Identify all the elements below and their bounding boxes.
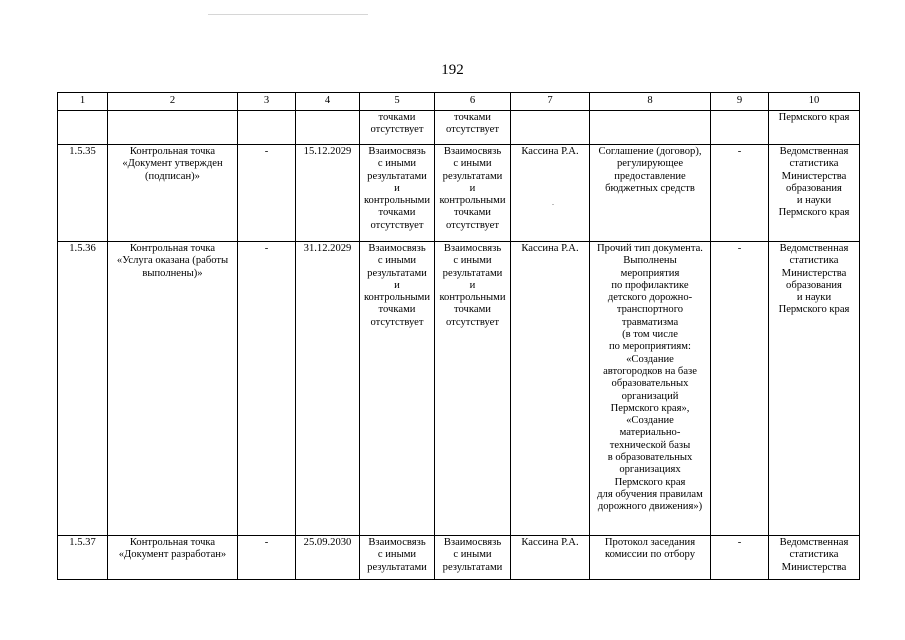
cell-line: статистика bbox=[789, 255, 839, 267]
cell-line: материально- bbox=[619, 427, 681, 439]
cell-line: контрольными bbox=[363, 292, 431, 304]
table-cell bbox=[711, 111, 769, 145]
cell-line: мероприятия bbox=[620, 267, 680, 279]
cell-line: «Услуга оказана (работы bbox=[116, 255, 229, 267]
cell-line: предоставление bbox=[614, 170, 686, 182]
cell-line: и науки bbox=[796, 195, 832, 207]
cell-line: дорожного движения») bbox=[597, 501, 703, 513]
cell-line: статистика bbox=[789, 158, 839, 170]
cell-line: отсутствует bbox=[446, 316, 499, 328]
source-cell bbox=[769, 145, 860, 242]
cell-line: результатами bbox=[367, 561, 427, 573]
table-cell bbox=[58, 111, 108, 145]
cell-line: точками bbox=[454, 304, 491, 316]
source-cell bbox=[769, 536, 860, 580]
table-cell bbox=[590, 111, 711, 145]
cell-line: Взаимосвязь bbox=[368, 146, 426, 157]
cell-line: и bbox=[394, 279, 400, 291]
cell-line: Ведомственная bbox=[779, 146, 849, 157]
cell-line: точками bbox=[454, 112, 491, 123]
cell-line: Пермского края bbox=[778, 304, 850, 316]
row-id-cell: 1.5.37 bbox=[58, 536, 108, 580]
cell-line: организациях bbox=[619, 464, 681, 476]
cell-line: Взаимосвязь bbox=[368, 537, 426, 548]
date-cell: 15.12.2029 bbox=[296, 145, 360, 242]
cell-line: Контрольная точка bbox=[129, 146, 216, 157]
cell-line: (в том числе bbox=[622, 329, 678, 341]
header-cell: 8 bbox=[590, 93, 711, 111]
col3-cell: - bbox=[238, 242, 296, 536]
cell-line: с иными bbox=[453, 158, 492, 170]
cell-line: выполнены)» bbox=[142, 267, 203, 279]
responsible-cell: Кассина Р.А. bbox=[511, 145, 590, 242]
page-number: 192 bbox=[441, 62, 464, 78]
cell-line: с иными bbox=[453, 549, 492, 561]
cell-line: результатами bbox=[442, 267, 503, 279]
cell-line: «Создание bbox=[626, 415, 674, 427]
cell-line: и bbox=[394, 182, 400, 194]
cell-line: Выполнены bbox=[623, 255, 677, 267]
relation-cell bbox=[435, 242, 511, 536]
source-cell bbox=[769, 111, 860, 145]
document-cell bbox=[590, 145, 711, 242]
cell-line: отсутствует bbox=[370, 219, 424, 231]
cell-line: по профилактике bbox=[611, 279, 689, 291]
header-cell: 3 bbox=[238, 93, 296, 111]
responsible-cell: Кассина Р.А. bbox=[511, 536, 590, 580]
name-cell bbox=[108, 536, 238, 580]
cell-line: Соглашение (договор), bbox=[598, 146, 702, 157]
header-cell: 7 bbox=[511, 93, 590, 111]
col3-cell: - bbox=[238, 536, 296, 580]
cell-line: Контрольная точка bbox=[129, 537, 216, 548]
cell-line: Министерства bbox=[781, 267, 847, 279]
cell-line: бюджетных средств bbox=[605, 182, 695, 194]
cell-line: и bbox=[469, 182, 476, 194]
cell-line: результатами bbox=[367, 267, 427, 279]
relation-cell bbox=[360, 145, 435, 242]
cell-line: Пермского края bbox=[614, 476, 686, 488]
cell-line: отсутствует bbox=[370, 316, 424, 328]
header-cell: 9 bbox=[711, 93, 769, 111]
table-row bbox=[58, 145, 860, 242]
cell-line: точками bbox=[378, 112, 416, 123]
table-cell bbox=[511, 111, 590, 145]
header-cell: 4 bbox=[296, 93, 360, 111]
col9-cell: - bbox=[711, 242, 769, 536]
cell-line: статистика bbox=[789, 549, 839, 561]
table-header-row bbox=[58, 93, 860, 111]
cell-line: Пермского края bbox=[778, 207, 850, 219]
cell-line: по мероприятиям: bbox=[609, 341, 691, 353]
cell-line: с иными bbox=[377, 549, 417, 561]
cell-line: результатами bbox=[367, 170, 427, 182]
cell-line: Министерства bbox=[781, 561, 847, 573]
relation-cell bbox=[435, 111, 511, 145]
cell-line: контрольными bbox=[439, 292, 506, 304]
table-row bbox=[58, 242, 860, 536]
cell-line: в образовательных bbox=[607, 452, 693, 464]
cell-line: Взаимосвязь bbox=[443, 243, 502, 254]
cell-line: с иными bbox=[377, 158, 417, 170]
cell-line: Взаимосвязь bbox=[368, 243, 426, 254]
cell-line: образовательных bbox=[611, 378, 689, 390]
cell-line: образования bbox=[786, 279, 842, 291]
cell-line: и bbox=[469, 279, 476, 291]
cell-line: точками bbox=[378, 304, 416, 316]
cell-line: контрольными bbox=[439, 195, 506, 207]
cell-line: с иными bbox=[453, 255, 492, 267]
document-cell bbox=[590, 536, 711, 580]
cell-line: результатами bbox=[442, 561, 503, 573]
table-cell bbox=[238, 111, 296, 145]
name-cell bbox=[108, 242, 238, 536]
document-cell bbox=[590, 242, 711, 536]
cell-line: «Документ утвержден bbox=[122, 158, 223, 170]
cell-line: контрольными bbox=[363, 195, 431, 207]
cell-line: отсутствует bbox=[370, 124, 424, 136]
cell-line: технической базы bbox=[609, 439, 691, 451]
cell-line: Министерства bbox=[781, 170, 847, 182]
cell-line: Пермского края», bbox=[610, 402, 690, 414]
cell-line: травматизма bbox=[621, 316, 679, 328]
header-cell: 6 bbox=[435, 93, 511, 111]
cell-line: Взаимосвязь bbox=[443, 537, 502, 548]
scan-artifact-line bbox=[208, 14, 368, 15]
relation-cell bbox=[360, 242, 435, 536]
col9-cell: - bbox=[711, 536, 769, 580]
name-cell bbox=[108, 145, 238, 242]
cell-line: отсутствует bbox=[446, 219, 499, 231]
table-cell bbox=[108, 111, 238, 145]
cell-line: и науки bbox=[796, 292, 832, 304]
cell-line: отсутствует bbox=[446, 124, 499, 136]
cell-line: Взаимосвязь bbox=[443, 146, 502, 157]
table-cell bbox=[296, 111, 360, 145]
row-id-cell: 1.5.36 bbox=[58, 242, 108, 536]
header-cell: 10 bbox=[769, 93, 860, 111]
cell-line: (подписан)» bbox=[145, 170, 200, 182]
cell-line: «Создание bbox=[626, 353, 674, 365]
source-cell bbox=[769, 242, 860, 536]
header-cell: 2 bbox=[108, 93, 238, 111]
control-points-table bbox=[57, 92, 860, 580]
cell-line: транспортного bbox=[616, 304, 684, 316]
header-cell: 5 bbox=[360, 93, 435, 111]
cell-line: Протокол заседания bbox=[604, 537, 696, 548]
col3-cell: - bbox=[238, 145, 296, 242]
cell-line: для обучения правилам bbox=[597, 488, 703, 500]
relation-cell bbox=[435, 145, 511, 242]
cell-line: автогородков на базе bbox=[603, 365, 697, 377]
relation-cell bbox=[360, 536, 435, 580]
cell-line: с иными bbox=[377, 255, 417, 267]
responsible-cell: Кассина Р.А. bbox=[511, 242, 590, 536]
relation-cell bbox=[435, 536, 511, 580]
cell-line: комиссии по отбору bbox=[604, 549, 695, 561]
table-row bbox=[58, 536, 860, 580]
cell-line: точками bbox=[454, 207, 491, 219]
cell-line: детского дорожно- bbox=[607, 292, 693, 304]
cell-line: Пермского края bbox=[778, 112, 850, 123]
cell-line: Ведомственная bbox=[779, 537, 849, 548]
cell-line: образования bbox=[786, 182, 842, 194]
cell-line: «Документ разработан» bbox=[118, 549, 227, 561]
col9-cell: - bbox=[711, 145, 769, 242]
continuation-row bbox=[58, 111, 860, 145]
cell-line: точками bbox=[378, 207, 416, 219]
date-cell: 25.09.2030 bbox=[296, 536, 360, 580]
relation-cell bbox=[360, 111, 435, 145]
date-cell: 31.12.2029 bbox=[296, 242, 360, 536]
header-cell: 1 bbox=[58, 93, 108, 111]
cell-line: Прочий тип документа. bbox=[597, 243, 703, 254]
cell-line: результатами bbox=[442, 170, 503, 182]
cell-line: Ведомственная bbox=[779, 243, 849, 254]
cell-line: организаций bbox=[621, 390, 679, 402]
cell-line: регулирующее bbox=[616, 158, 684, 170]
cell-line: Контрольная точка bbox=[129, 243, 216, 254]
row-id-cell: 1.5.35 bbox=[58, 145, 108, 242]
